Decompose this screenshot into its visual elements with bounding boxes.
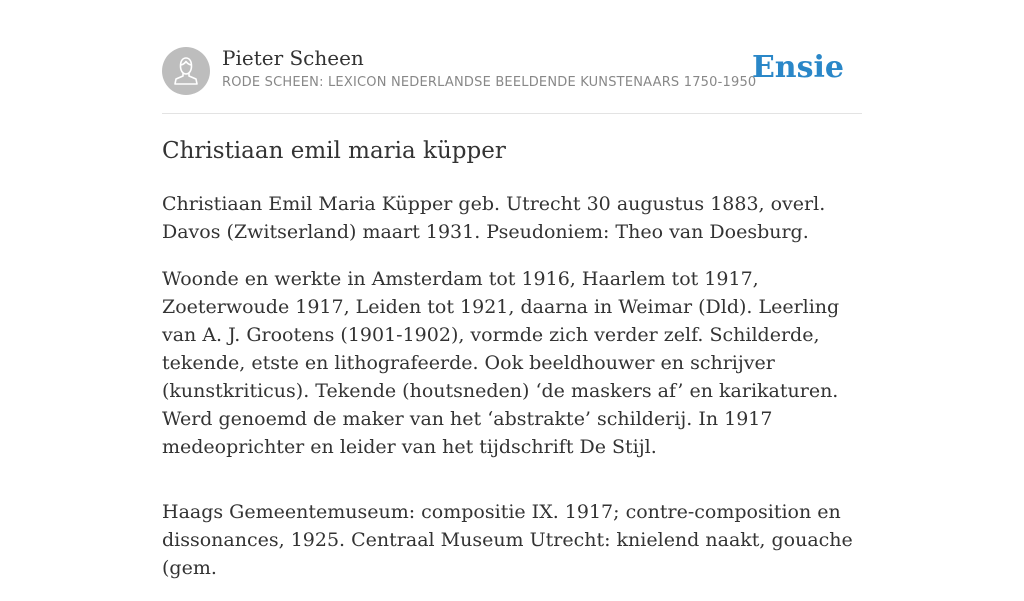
article-paragraph: Haags Gemeentemuseum: compositie IX. 1917; contre-composition en dissonances, 1925. Centraal Museum Utrecht: knielend naakt, gouache (gem. — [162, 501, 853, 579]
header-divider — [162, 113, 862, 114]
brand-logo[interactable]: Ensie — [751, 50, 844, 85]
article-paragraph: Christiaan Emil Maria Küpper geb. Utrecht 30 augustus 1883, overl. Davos (Zwitserland) maart 1931. Pseudoniem: Theo van Doesburg. — [162, 193, 826, 243]
article-body — [162, 190, 867, 601]
user-icon — [162, 47, 210, 95]
source-title[interactable]: RODE SCHEEN: LEXICON NEDERLANDSE BEELDENDE KUNSTENAARS 1750-1950 — [222, 75, 757, 90]
author-name[interactable]: Pieter Scheen — [222, 46, 364, 70]
article-title: Christiaan emil maria küpper — [162, 138, 506, 164]
article-paragraph: Woonde en werkte in Amsterdam tot 1916, Haarlem tot 1917, Zoeterwoude 1917, Leiden tot 1921, daarna in Weimar (Dld). Leerling van A. J. Grootens (1901-1902), vormde zich verder zelf. Schilderde, tekende, etste en lithografeerde. Ook beeldhouwer en schrijver (kunstkriticus). Tekende (houtsneden) ‘de maskers af’ en karikaturen. Werd genoemd de maker van het ‘abstrakte’ schilderij. In 1917 medeoprichter en leider van het tijdschrift De Stijl. — [162, 268, 840, 458]
article-header — [162, 46, 862, 96]
avatar[interactable] — [162, 47, 210, 95]
